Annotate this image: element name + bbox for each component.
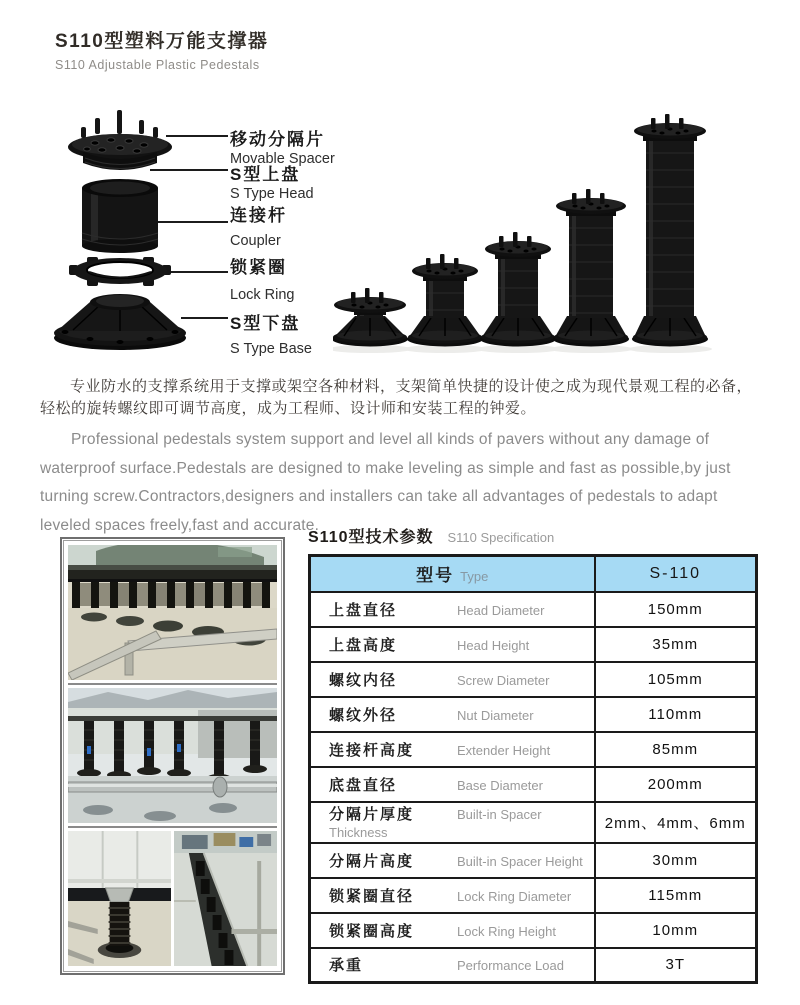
spec-header-model-cell: [595, 556, 757, 592]
component-name-zh: 连接杆: [230, 206, 287, 225]
page-title: S110型塑料万能支撑器: [55, 31, 269, 52]
lock-ring-graphic: [69, 257, 171, 286]
photo-pedestals-under-frame: [68, 688, 277, 823]
spec-title: [308, 524, 758, 547]
spec-value: 85mm: [595, 732, 757, 767]
component-name-en: Coupler: [230, 233, 281, 249]
spec-table-row: [310, 878, 757, 913]
spec-value: 105mm: [595, 662, 757, 697]
spec-table-row: [310, 843, 757, 878]
spec-param-zh: 螺纹内径: [329, 671, 398, 689]
spec-value: 3T: [595, 948, 757, 983]
spec-value: 115mm: [595, 878, 757, 913]
component-name-en: Movable Spacer: [230, 151, 335, 167]
leader-lines: [150, 136, 228, 318]
spec-value: 200mm: [595, 767, 757, 802]
spec-table: [308, 554, 758, 984]
photo-rooftop-pipes: [68, 545, 277, 680]
exploded-diagram-svg: [45, 100, 235, 370]
spec-param-en: Nut Diameter: [457, 707, 534, 723]
spec-param-zh: 承重: [329, 957, 364, 975]
spec-value: 110mm: [595, 697, 757, 732]
description-en: Professional pedestals system support and level all kinds of pavers without any damage of waterproof surface.Pedestals are designed to make leveling as simple and fast as possible,by just turning screw.Contractors,designers and installers can take all advantages of pedestals to adapt leveled spaces freely,fast and accurate.: [40, 431, 731, 534]
spec-param-en: Base Diameter: [457, 777, 543, 793]
spec-param-zh: 锁紧圈高度: [329, 922, 415, 940]
spec-table-row: [310, 802, 757, 843]
spec-table-row: [310, 913, 757, 948]
spec-value: 2mm、4mm、6mm: [595, 802, 757, 843]
spec-table-row: [310, 697, 757, 732]
spec-title-zh: S110型技术参数: [308, 529, 434, 546]
spec-model-label: S-110: [649, 564, 701, 582]
spec-param-zh: 底盘直径: [329, 776, 398, 794]
component-name-zh: S型下盘: [230, 314, 301, 333]
pedestal-product: [476, 232, 560, 353]
installation-photo-2: [68, 688, 277, 823]
photo-separator: [68, 826, 277, 828]
spec-param-en: Head Height: [457, 637, 530, 653]
installation-photos-frame: [60, 537, 285, 975]
pedestal-product: [628, 114, 712, 353]
page-subtitle: S110 Adjustable Plastic Pedestals: [55, 58, 260, 72]
spec-param-zh: 分隔片厚度: [329, 805, 415, 823]
component-name-en: Lock Ring: [230, 287, 295, 303]
coupler-graphic: [82, 179, 158, 253]
spec-param-en: Lock Ring Diameter: [457, 888, 572, 904]
spec-param-en: Built-in Spacer Height: [457, 853, 583, 869]
installation-photo-3: [68, 831, 277, 966]
spec-param-en: Performance Load: [457, 958, 564, 974]
spec-table-row: [310, 592, 757, 627]
spec-header-type-cell: [310, 556, 595, 592]
spec-param-en: Head Diameter: [457, 602, 545, 618]
spec-param-en: Extender Height: [457, 742, 551, 758]
component-name-en: S Type Base: [230, 341, 312, 357]
spec-table-header-row: [310, 556, 757, 592]
spec-header-zh: 型号: [416, 566, 455, 586]
component-label: [230, 160, 314, 202]
spec-section: [308, 524, 758, 984]
component-label: [230, 253, 294, 303]
spec-param-zh: 上盘高度: [329, 636, 398, 654]
component-name-zh: S型上盘: [230, 165, 301, 184]
spec-value: 150mm: [595, 592, 757, 627]
spec-value: 35mm: [595, 627, 757, 662]
spec-param-en: Built-in Spacer Thickness: [329, 806, 542, 840]
spec-param-en: Lock Ring Height: [457, 923, 556, 939]
spec-param-zh: 螺纹外径: [329, 706, 398, 724]
component-name-zh: 锁紧圈: [230, 258, 287, 277]
photo-separator: [68, 683, 277, 685]
pedestal-lineup-svg: [333, 108, 788, 358]
component-name-zh: 移动分隔片: [230, 130, 325, 149]
component-name-en: S Type Head: [230, 186, 314, 202]
spec-table-row: [310, 732, 757, 767]
spec-param-zh: 分隔片高度: [329, 852, 415, 870]
spec-param-zh: 上盘直径: [329, 601, 398, 619]
pedestal-product: [333, 288, 412, 353]
component-label: [230, 201, 287, 249]
description-zh: 专业防水的支撑系统用于支撑或架空各种材料，支架简单快捷的设计使之成为现代景观工程的必备，轻松的旋转螺纹即可调节高度，成为工程师、设计师和安装工程的钟爱。: [40, 378, 753, 417]
spec-table-row: [310, 627, 757, 662]
installation-photo-1: [68, 545, 277, 680]
spec-title-en: S110 Specification: [447, 530, 555, 545]
spec-table-row: [310, 767, 757, 802]
spec-table-row: [310, 948, 757, 983]
spec-value: 10mm: [595, 913, 757, 948]
spec-table-row: [310, 662, 757, 697]
spec-table-body: [310, 592, 757, 983]
component-label: [230, 309, 312, 357]
s-type-base-graphic: [54, 294, 186, 350]
spec-header-en: Type: [460, 569, 489, 585]
spec-param-en: Screw Diameter: [457, 672, 550, 688]
pedestal-product: [403, 254, 487, 353]
photo-pedestal-row-channel: [174, 831, 277, 966]
spec-value: 30mm: [595, 843, 757, 878]
pedestal-product: [549, 189, 633, 353]
photo-single-pedestal-closeup: [68, 831, 171, 966]
movable-spacer-and-head-graphic: [68, 110, 172, 170]
spec-param-zh: 锁紧圈直径: [329, 887, 415, 905]
spec-param-zh: 连接杆高度: [329, 741, 415, 759]
